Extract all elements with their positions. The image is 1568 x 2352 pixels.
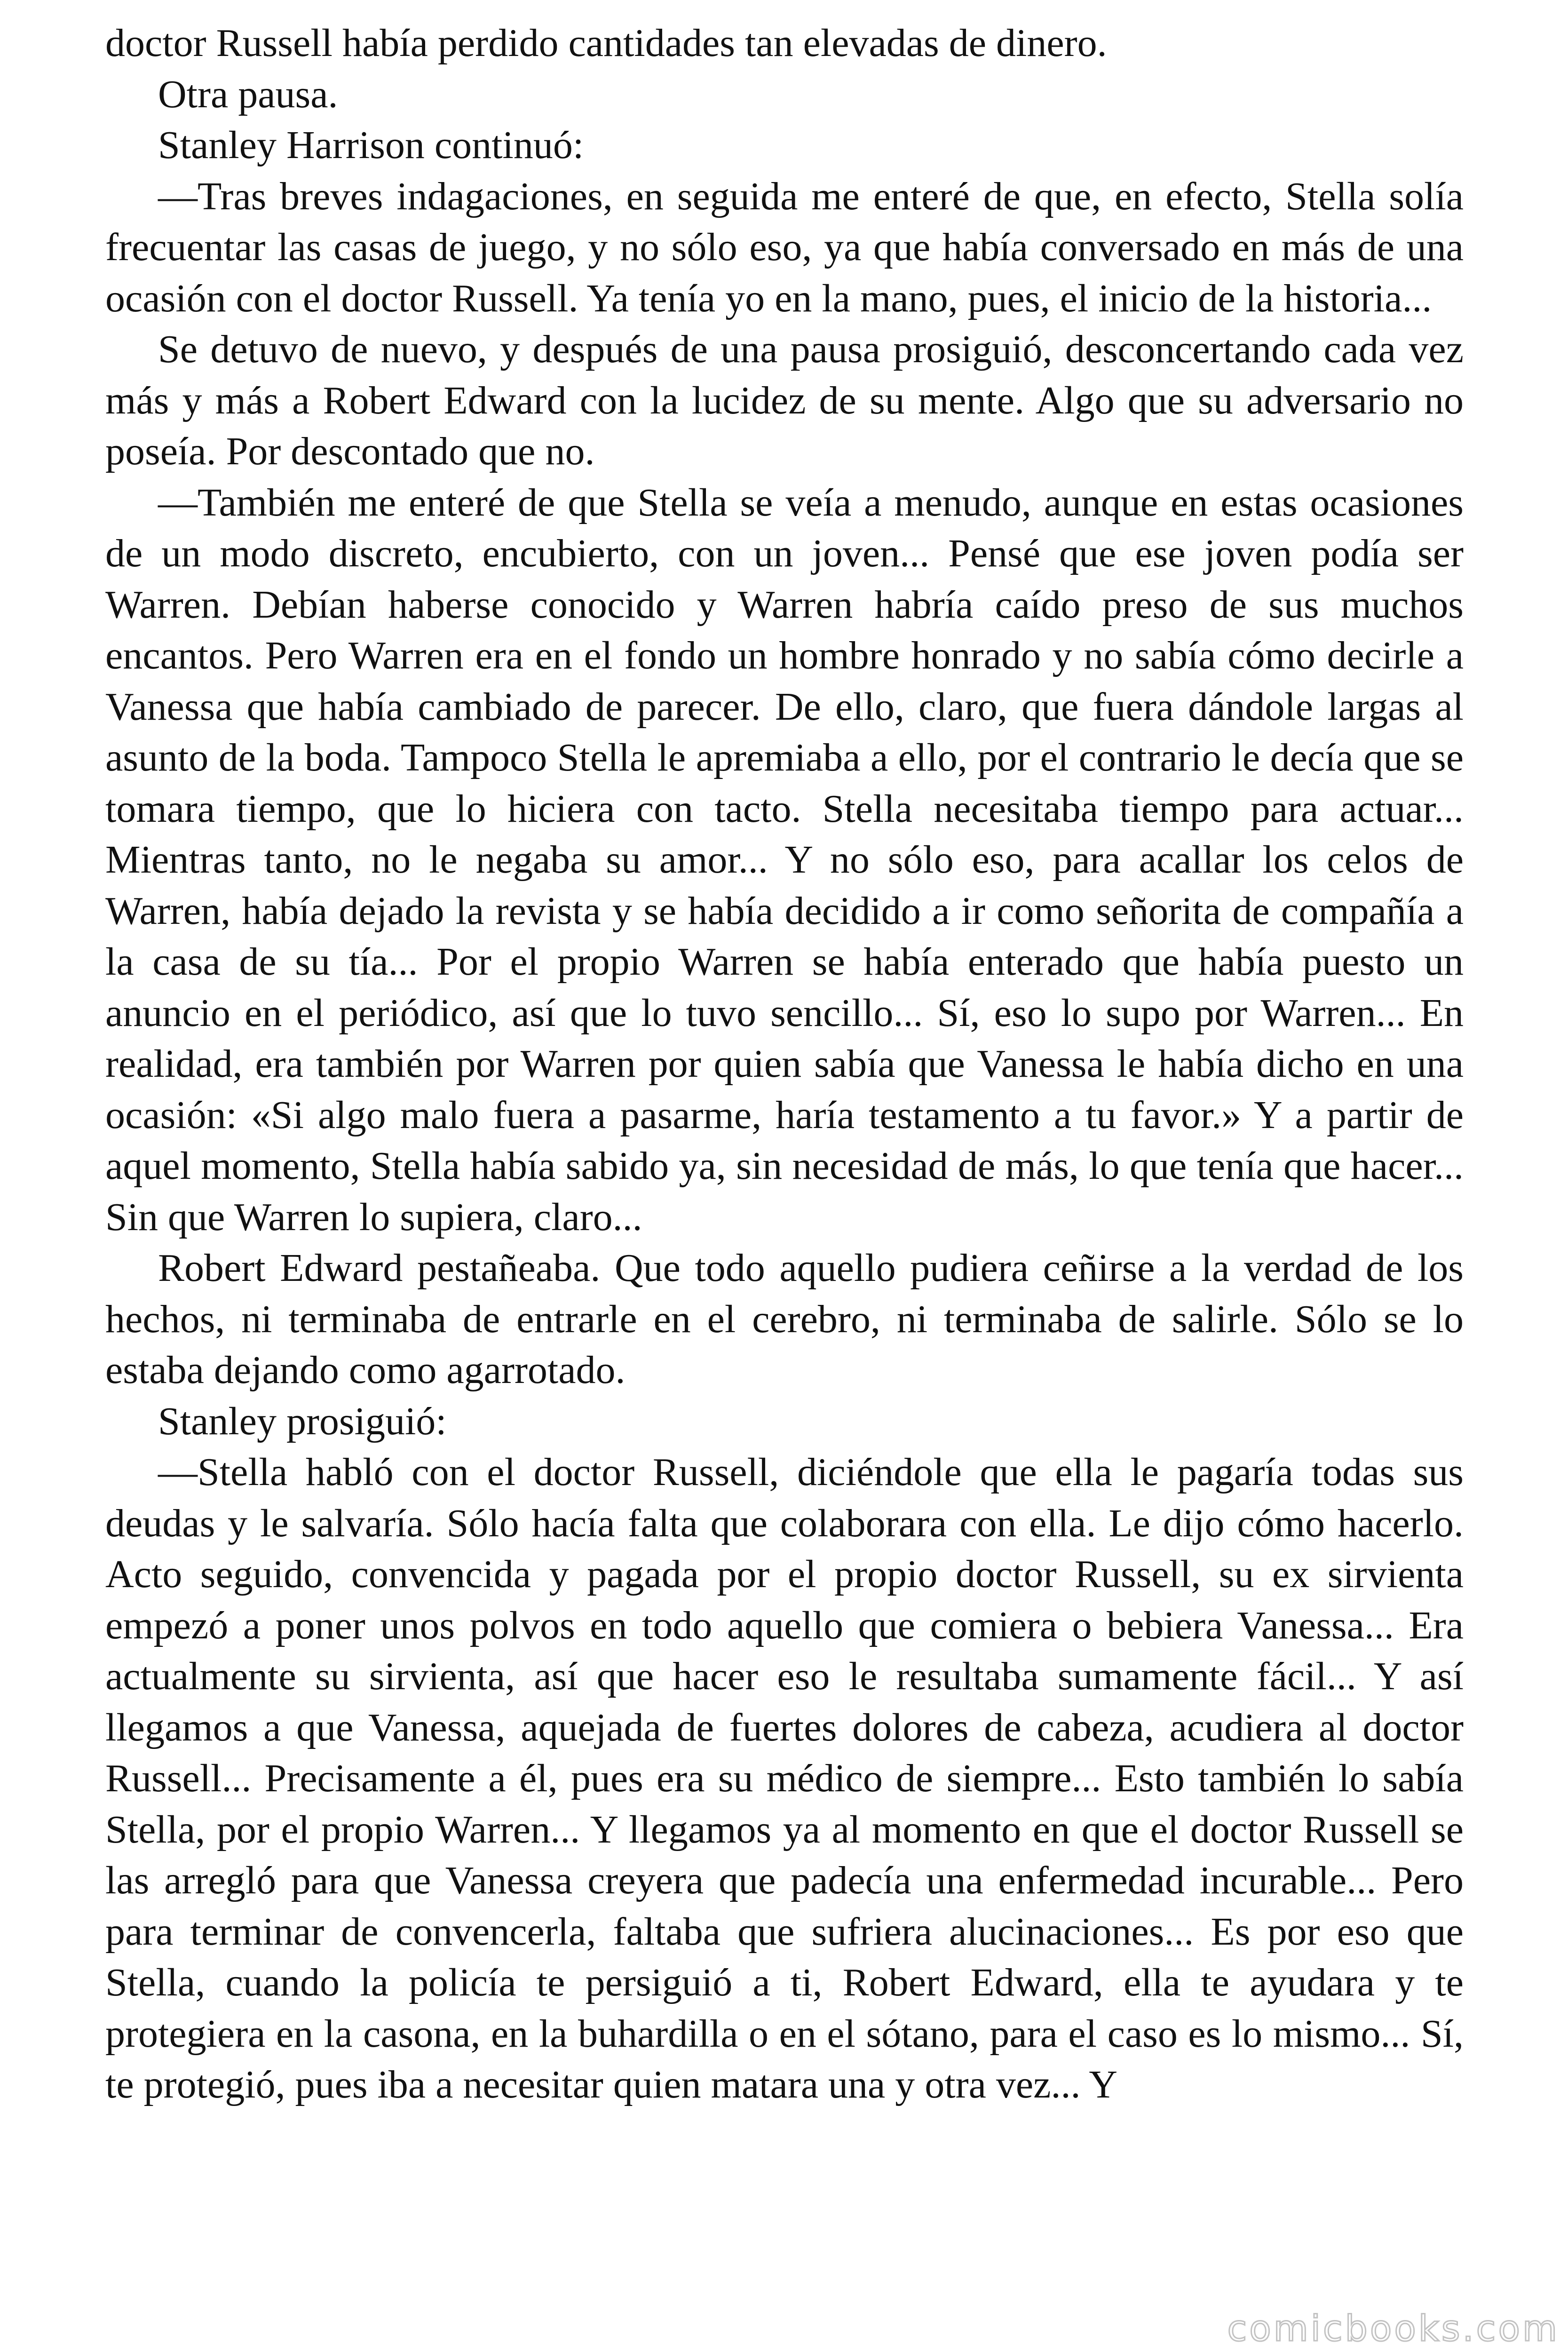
paragraph: —Tras breves indagaciones, en seguida me enteré de que, en efecto, Stella solía frecuentar las casas de juego, y no sólo eso, ya que había conversado en más de una ocasión con el doctor Russell. Ya tenía yo en la mano, pues, el inicio de la historia... — [105, 174, 1464, 320]
paragraph: Stanley Harrison continuó: — [158, 123, 584, 167]
paragraph: Otra pausa. — [158, 72, 338, 116]
paragraph: Se detuvo de nuevo, y después de una pausa prosiguió, desconcertando cada vez más y más a Robert Edward con la lucidez de su mente. Algo que su adversario no poseía. Por descontado que no. — [105, 327, 1464, 473]
paragraph: Stanley prosiguió: — [158, 1399, 447, 1443]
paragraph: —También me enteré de que Stella se veía a menudo, aunque en estas ocasiones de un modo discreto, encubierto, con un joven... Pensé que ese joven podía ser Warren. Debían haberse conocido y Warren habría caído preso de sus muchos encantos. Pero Warren era en el fondo un hombre honrado y no sabía cómo decirle a Vanessa que había cambiado de parecer. De ello, claro, que fuera dándole largas al asunto de la boda. Tampoco Stella le apremiaba a ello, por el contrario le decía que se tomara tiempo, que lo hiciera con tacto. Stella necesitaba tiempo para actuar... Mientras tanto, no le negaba su amor... Y no sólo eso, para acallar los celos de Warren, había dejado la revista y se había decidido a ir como señorita de compañía a la casa de su tía... Por el propio Warren se había enterado que había puesto un anuncio en el periódico, así que lo tuvo sencillo... Sí, eso lo supo por Warren... En realidad, era también por Warren por quien sabía que Vanessa le había dicho en una ocasión: «Si algo malo fuera a pasarme, haría testamento a tu favor.» Y a partir de aquel momento, Stella había sabido ya, sin necesidad de más, lo que tenía que hacer... Sin que Warren lo supiera, claro... — [105, 480, 1464, 1239]
paragraph: —Stella habló con el doctor Russell, diciéndole que ella le pagaría todas sus deudas y le salvaría. Sólo hacía falta que colaborara con ella. Le dijo cómo hacerlo. Acto seguido, convencida y pagada por el propio doctor Russell, su ex sirvienta empezó a poner unos polvos en todo aquello que comiera o bebiera Vanessa... Era actualmente su sirvienta, así que hacer eso le resultaba sumamente fácil... Y así llegamos a que Vanessa, aquejada de fuertes dolores de cabeza, acudiera al doctor Russell... Precisamente a él, pues era su médico de siempre... Esto también lo sabía Stella, por el propio Warren... Y llegamos ya al momento en que el doctor Russell se las arregló para que Vanessa creyera que padecía una enfermedad incurable... Pero para terminar de convencerla, faltaba que sufriera alucinaciones... Es por eso que Stella, cuando la policía te persiguió a ti, Robert Edward, ella te ayudara y te protegiera en la casona, en la buhardilla o en el sótano, para el caso es lo mismo... Sí, te protegió, pues iba a necesitar quien matara una y otra vez... Y — [105, 1450, 1464, 2106]
watermark: comicbooks.com — [1227, 2307, 1560, 2349]
paragraph: Robert Edward pestañeaba. Que todo aquello pudiera ceñirse a la verdad de los hechos, ni terminaba de entrarle en el cerebro, ni terminaba de salirle. Sólo se lo estaba dejando como agarrotado. — [105, 1246, 1464, 1392]
paragraph-continuation: doctor Russell había perdido cantidades tan elevadas de dinero. — [105, 21, 1107, 65]
page-text — [105, 18, 1464, 2111]
